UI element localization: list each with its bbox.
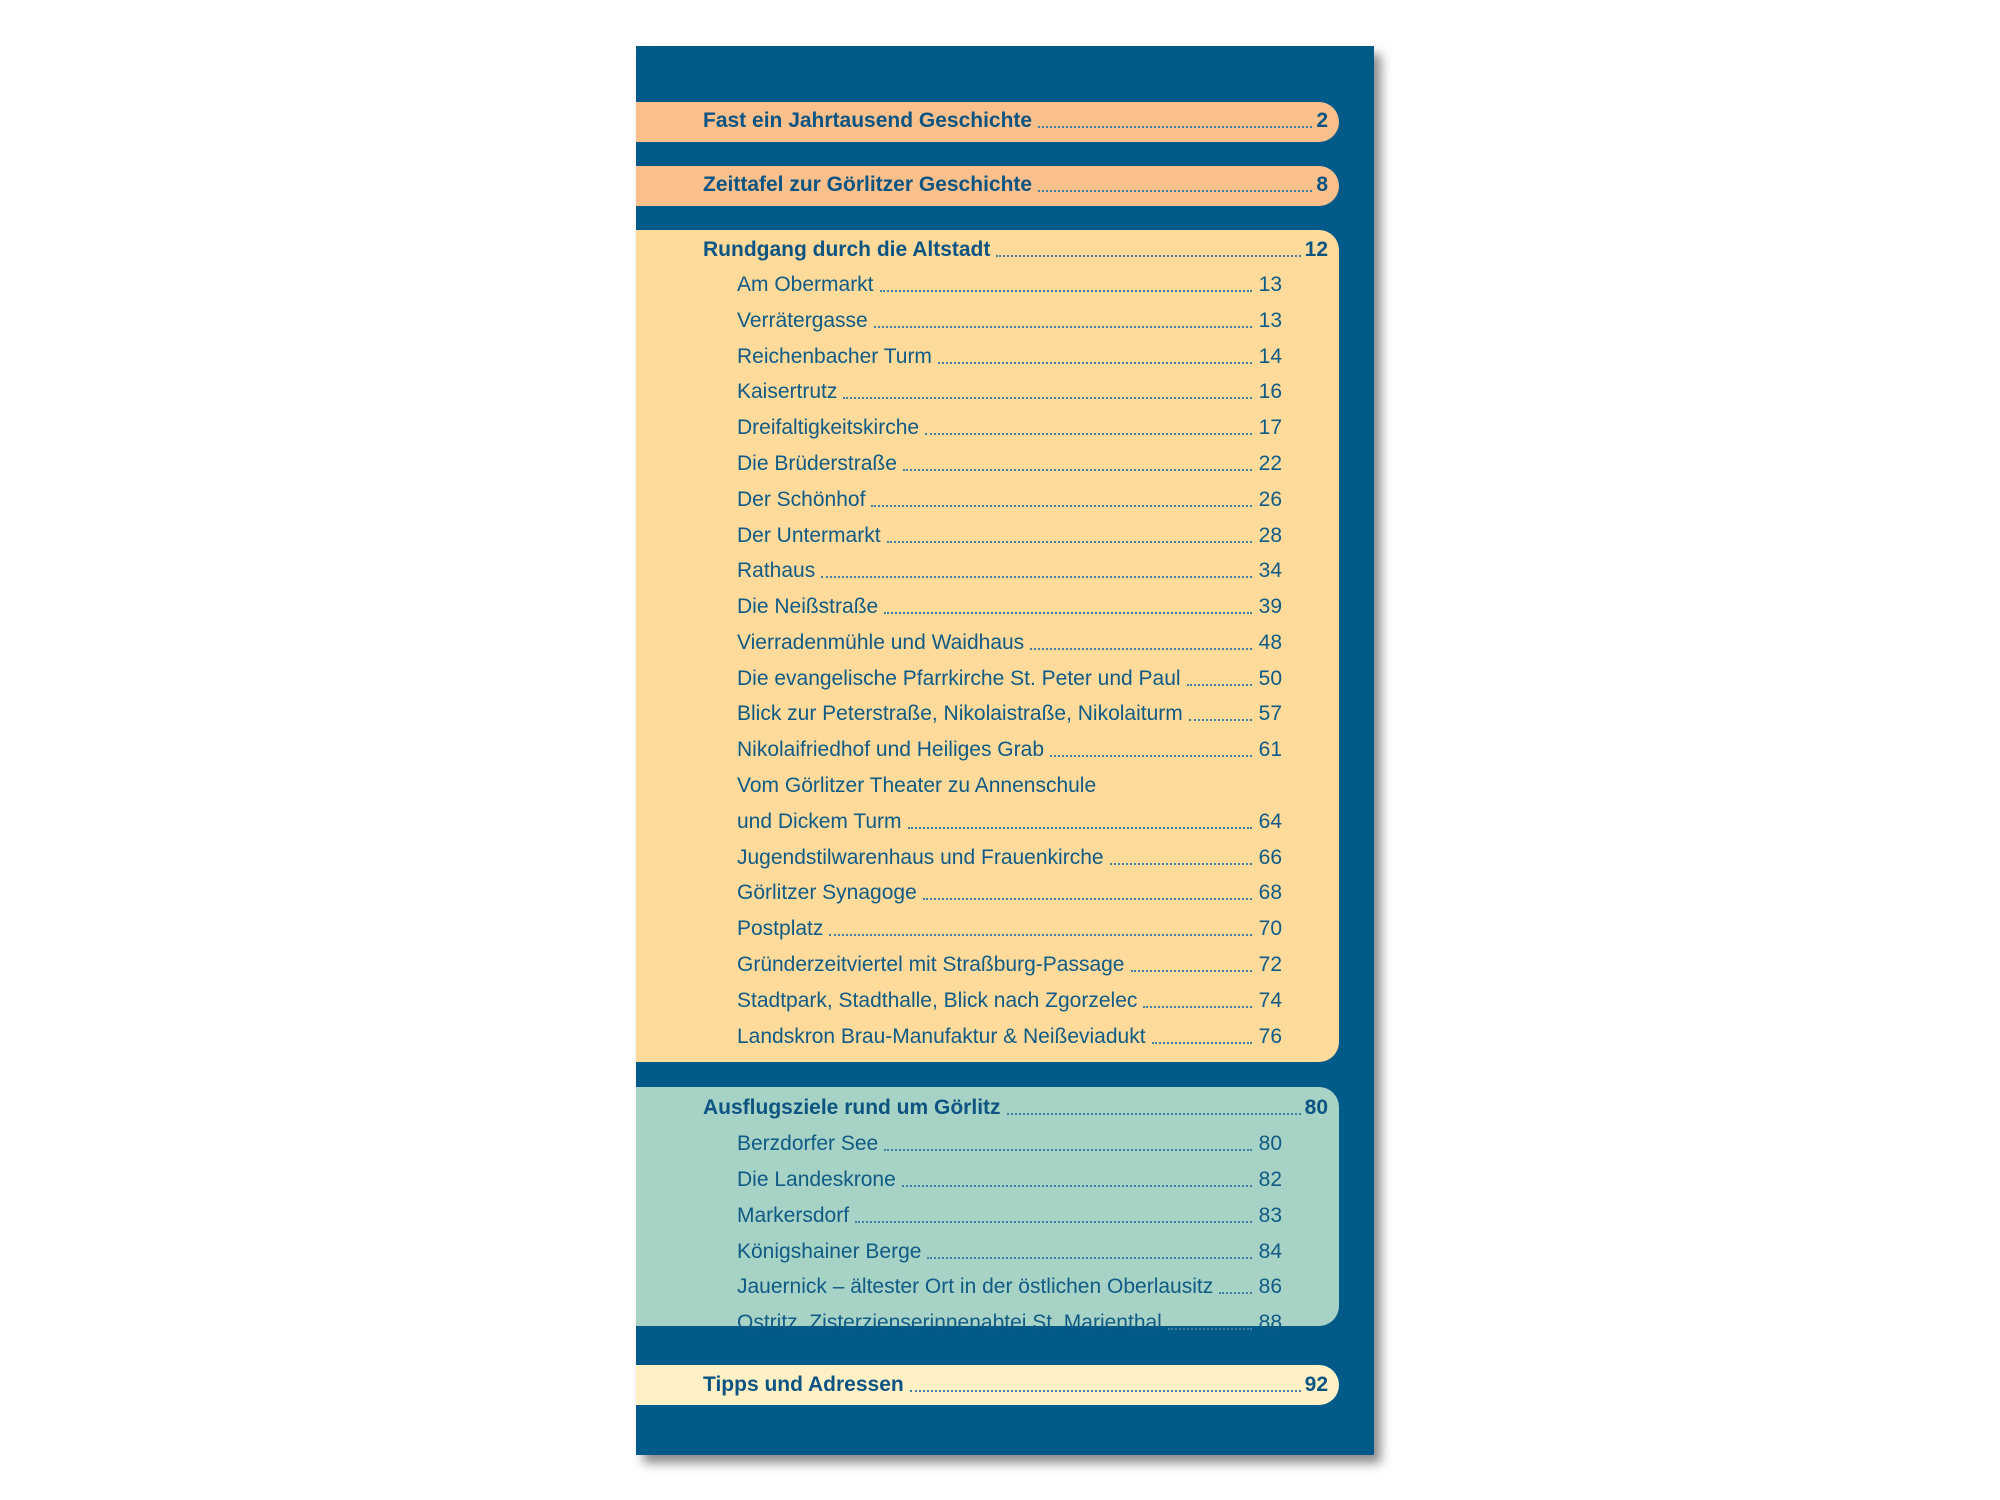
- dot-leader: [1152, 1042, 1252, 1044]
- item-label: Stadtpark, Stadthalle, Blick nach Zgorzelec: [737, 989, 1138, 1012]
- item-page: 80: [1258, 1132, 1282, 1155]
- dot-leader: [1030, 648, 1252, 650]
- toc-item[interactable]: [737, 273, 1282, 297]
- toc-item[interactable]: [737, 917, 1282, 941]
- dot-leader: [902, 1185, 1252, 1187]
- item-page: 61: [1258, 738, 1282, 761]
- dot-leader: [903, 469, 1252, 471]
- item-label: Der Schönhof: [737, 488, 866, 511]
- item-page: 68: [1258, 881, 1282, 904]
- item-label: Kaisertrutz: [737, 380, 838, 403]
- item-label: Der Untermarkt: [737, 524, 881, 547]
- item-page: 84: [1258, 1240, 1282, 1263]
- dot-leader: [1219, 1292, 1252, 1294]
- dot-leader: [880, 290, 1252, 292]
- item-label: Vierradenmühle und Waidhaus: [737, 631, 1025, 654]
- item-label: Am Obermarkt: [737, 273, 874, 296]
- dot-leader: [908, 827, 1252, 829]
- item-page: 66: [1258, 846, 1282, 869]
- item-label: Gründerzeitviertel mit Straßburg-Passage: [737, 953, 1125, 976]
- item-label: Die Landeskrone: [737, 1168, 896, 1191]
- toc-item[interactable]: [737, 810, 1282, 834]
- item-page: 57: [1258, 702, 1282, 725]
- toc-item[interactable]: [737, 380, 1282, 404]
- item-label: Blick zur Peterstraße, Nikolaistraße, Nikolaiturm: [737, 702, 1183, 725]
- item-page: 76: [1258, 1025, 1282, 1048]
- toc-item[interactable]: [737, 1240, 1282, 1264]
- toc-item[interactable]: [737, 559, 1282, 583]
- dot-leader: [1168, 1328, 1252, 1330]
- toc-item[interactable]: [737, 846, 1282, 870]
- item-page: 70: [1258, 917, 1282, 940]
- dot-leader: [1189, 719, 1252, 721]
- item-label: Ostritz, Zisterzienserinnenabtei St. Marienthal: [737, 1311, 1162, 1334]
- item-label: Markersdorf: [737, 1204, 850, 1227]
- item-page: 72: [1258, 953, 1282, 976]
- dot-leader: [887, 541, 1252, 543]
- dot-leader: [1038, 190, 1312, 192]
- item-label: Görlitzer Synagoge: [737, 881, 917, 904]
- item-page: 13: [1258, 273, 1282, 296]
- item-label: Dreifaltigkeitskirche: [737, 416, 920, 439]
- item-label: Die Neißstraße: [737, 595, 879, 618]
- item-page: 88: [1258, 1311, 1282, 1334]
- heading-page: 8: [1316, 173, 1328, 196]
- toc-item[interactable]: [737, 989, 1282, 1013]
- toc-item[interactable]: [737, 1168, 1282, 1192]
- item-label: Jugendstilwarenhaus und Frauenkirche: [737, 846, 1104, 869]
- item-label: und Dickem Turm: [737, 810, 902, 833]
- toc-item[interactable]: [737, 416, 1282, 440]
- dot-leader: [923, 898, 1252, 900]
- item-page: 16: [1258, 380, 1282, 403]
- heading-page: 80: [1304, 1096, 1328, 1119]
- dot-leader: [1038, 126, 1312, 128]
- dot-leader: [843, 397, 1252, 399]
- item-page: 17: [1258, 416, 1282, 439]
- dot-leader: [884, 1149, 1252, 1151]
- dot-leader: [1187, 684, 1252, 686]
- item-label: Postplatz: [737, 917, 824, 940]
- dot-leader: [884, 612, 1252, 614]
- item-label: Rathaus: [737, 559, 816, 582]
- dot-leader: [996, 255, 1300, 257]
- dot-leader: [1050, 755, 1252, 757]
- dot-leader: [1143, 1006, 1252, 1008]
- toc-item[interactable]: [737, 953, 1282, 977]
- item-page: 48: [1258, 631, 1282, 654]
- toc-item[interactable]: [737, 595, 1282, 619]
- item-label: Landskron Brau-Manufaktur & Neißeviadukt: [737, 1025, 1146, 1048]
- toc-item[interactable]: [737, 488, 1282, 512]
- item-page: 64: [1258, 810, 1282, 833]
- item-label: Jauernick – ältester Ort in der östlichen Oberlausitz: [737, 1275, 1214, 1298]
- item-page: 26: [1258, 488, 1282, 511]
- dot-leader: [871, 505, 1252, 507]
- heading-label: Ausflugsziele rund um Görlitz: [703, 1096, 1001, 1119]
- dot-leader: [829, 934, 1252, 936]
- toc-item[interactable]: [737, 452, 1282, 476]
- toc-item-continued-label[interactable]: [737, 774, 1096, 798]
- toc-item[interactable]: [737, 309, 1282, 333]
- heading-page: 12: [1304, 238, 1328, 261]
- dot-leader: [1131, 970, 1253, 972]
- toc-item[interactable]: [737, 1311, 1282, 1335]
- dot-leader: [1110, 863, 1252, 865]
- toc-item[interactable]: [737, 1204, 1282, 1228]
- item-label: Die evangelische Pfarrkirche St. Peter und Paul: [737, 667, 1181, 690]
- item-label: Königshainer Berge: [737, 1240, 922, 1263]
- dot-leader: [855, 1221, 1252, 1223]
- toc-heading-old-town[interactable]: [703, 238, 1328, 262]
- toc-page: [636, 46, 1374, 1455]
- dot-leader: [910, 1390, 1301, 1392]
- item-label: Berzdorfer See: [737, 1132, 879, 1155]
- item-page: 86: [1258, 1275, 1282, 1298]
- toc-item[interactable]: [737, 738, 1282, 762]
- item-label: Reichenbacher Turm: [737, 345, 932, 368]
- item-page: 83: [1258, 1204, 1282, 1227]
- item-page: 13: [1258, 309, 1282, 332]
- item-page: 28: [1258, 524, 1282, 547]
- toc-item[interactable]: [737, 1132, 1282, 1156]
- item-label: Verrätergasse: [737, 309, 868, 332]
- toc-item[interactable]: [737, 524, 1282, 548]
- heading-label: Tipps und Adressen: [703, 1373, 904, 1396]
- item-page: 34: [1258, 559, 1282, 582]
- dot-leader: [925, 433, 1252, 435]
- heading-page: 2: [1316, 109, 1328, 132]
- dot-leader: [927, 1257, 1252, 1259]
- toc-item[interactable]: [737, 1025, 1282, 1049]
- item-page: 82: [1258, 1168, 1282, 1191]
- toc-item[interactable]: [737, 631, 1282, 655]
- item-page: 74: [1258, 989, 1282, 1012]
- heading-label: Fast ein Jahrtausend Geschichte: [703, 109, 1033, 132]
- item-page: 22: [1258, 452, 1282, 475]
- toc-heading-excursions[interactable]: [703, 1096, 1328, 1120]
- heading-label: Zeittafel zur Görlitzer Geschichte: [703, 173, 1033, 196]
- dot-leader: [821, 576, 1252, 578]
- dot-leader: [938, 362, 1252, 364]
- item-label: Vom Görlitzer Theater zu Annenschule: [737, 774, 1097, 797]
- toc-heading-history[interactable]: [703, 109, 1328, 133]
- dot-leader: [874, 326, 1252, 328]
- heading-label: Rundgang durch die Altstadt: [703, 238, 991, 261]
- toc-item[interactable]: [737, 881, 1282, 905]
- item-label: Nikolaifriedhof und Heiliges Grab: [737, 738, 1044, 761]
- heading-page: 92: [1304, 1373, 1328, 1396]
- toc-item[interactable]: [737, 702, 1282, 726]
- item-page: 50: [1258, 667, 1282, 690]
- dot-leader: [1007, 1113, 1301, 1115]
- toc-item[interactable]: [737, 667, 1282, 691]
- toc-heading-timeline[interactable]: [703, 173, 1328, 197]
- item-label: Die Brüderstraße: [737, 452, 897, 475]
- toc-heading-tips[interactable]: [703, 1373, 1328, 1397]
- item-page: 14: [1258, 345, 1282, 368]
- toc-item[interactable]: [737, 1275, 1282, 1299]
- item-page: 39: [1258, 595, 1282, 618]
- toc-item[interactable]: [737, 345, 1282, 369]
